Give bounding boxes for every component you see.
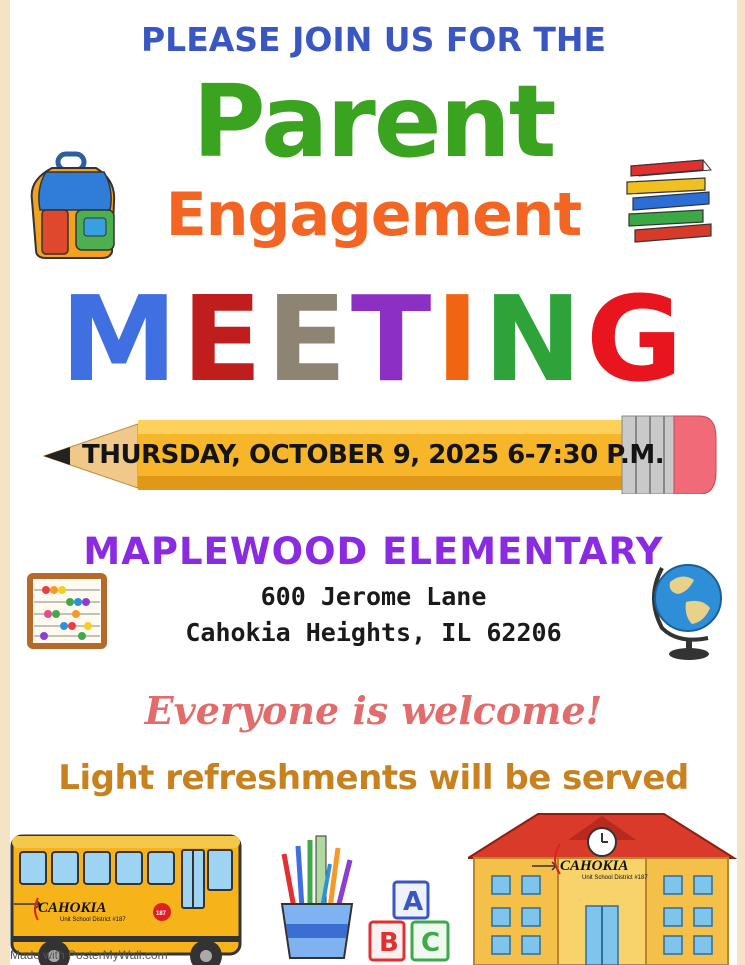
title-engagement: Engagement	[165, 180, 582, 250]
block-letter-c: C	[421, 928, 441, 958]
books-icon	[625, 158, 715, 248]
backpack-icon	[24, 150, 124, 262]
meeting-letter: E	[266, 270, 351, 408]
building-logo-name: CAHOKIA	[560, 858, 629, 874]
bus-stop-sign-label: 187	[156, 911, 167, 917]
abc-blocks-icon	[360, 878, 460, 965]
meeting-letter: N	[483, 270, 586, 408]
globe-icon	[648, 558, 730, 662]
meeting-letter: M	[60, 270, 182, 408]
abacus-icon	[26, 572, 108, 650]
block-letter-a: A	[403, 887, 424, 917]
building-cahokia-logo	[530, 836, 680, 882]
meeting-letter: I	[435, 270, 484, 408]
title-parent: Parent	[192, 63, 555, 180]
pencil-cup-icon	[272, 834, 362, 962]
watermark: Made with PosterMyWall.com	[10, 948, 168, 962]
block-letter-b: B	[379, 928, 399, 958]
event-datetime: THURSDAY, OCTOBER 9, 2025 6-7:30 P.M.	[82, 440, 665, 470]
meeting-letter: E	[181, 270, 267, 408]
title-meeting	[10, 270, 737, 408]
address-line-2: Cahokia Heights, IL 62206	[185, 618, 562, 647]
building-logo-subtitle: Unit School District #187	[582, 875, 648, 881]
bus-logo-name: CAHOKIA	[38, 900, 107, 916]
bus-logo-subtitle: Unit School District #187	[60, 917, 126, 923]
flyer	[10, 0, 737, 965]
meeting-letter: T	[350, 270, 436, 408]
bus-cahokia-logo	[10, 888, 156, 928]
welcome-message: Everyone is welcome!	[144, 688, 603, 733]
school-building-icon	[468, 810, 737, 965]
school-name: MAPLEWOOD ELEMENTARY	[83, 530, 664, 573]
refreshments-note: Light refreshments will be served	[58, 758, 689, 798]
meeting-letter: G	[585, 270, 687, 408]
address-line-1: 600 Jerome Lane	[260, 582, 487, 611]
intro-text: PLEASE JOIN US FOR THE	[140, 20, 607, 59]
